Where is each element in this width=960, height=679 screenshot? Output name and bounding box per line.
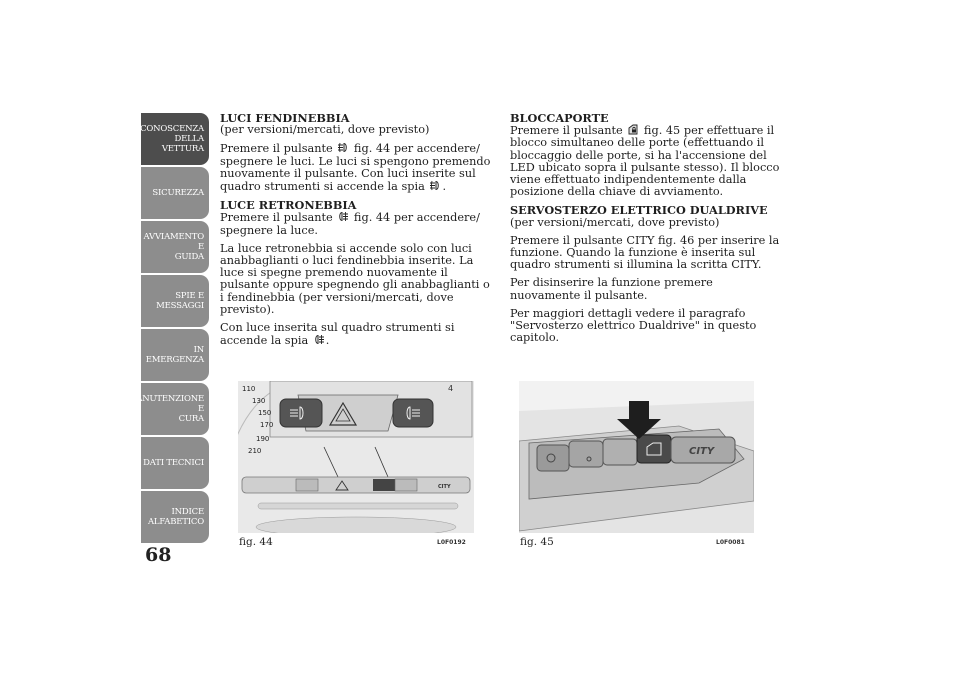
figure-44 xyxy=(238,381,474,533)
tab-label: MANUTENZIONE E CURA xyxy=(127,394,204,424)
tab-label: CONOSCENZA DELLA VETTURA xyxy=(140,124,204,154)
tab-indice[interactable] xyxy=(141,491,209,543)
left-column xyxy=(220,112,492,353)
front-fog-icon xyxy=(337,142,349,153)
fog-lights-heading: LUCI FENDINEBBIA xyxy=(220,111,350,125)
text: Con luce inserita sul quadro strumenti si accende la spia xyxy=(220,321,455,348)
text: Premere il pulsante xyxy=(220,142,333,156)
front-fog-icon xyxy=(429,180,441,191)
dualdrive-paragraph-1: Premere il pulsante CITY fig. 46 per inserire la funzione. Quando la funzione è inserita sul quadro strumenti si illumina la scritta CITY. xyxy=(510,233,780,272)
rear-fog-paragraph xyxy=(220,211,492,236)
console-city-label: CITY xyxy=(438,484,451,490)
speed-label: 150 xyxy=(258,409,272,417)
tab-sicurezza[interactable] xyxy=(141,167,209,219)
text: fig. 45 per effettuare il blocco simultaneo delle porte (effettuando il bloccaggio delle porte, si ha l'accensione del LED ubicato sopra il pulsante stesso). Il blocco viene effettuato indipendentemente dalla posizione della chiave di avviamento. xyxy=(510,124,780,199)
tab-label: IN EMERGENZA xyxy=(145,345,204,365)
figure-44-caption: fig. 44 xyxy=(239,536,273,548)
tab-label: SPIE E MESSAGGI xyxy=(156,291,204,311)
tab-dati-tecnici[interactable] xyxy=(141,437,209,489)
figure-45 xyxy=(519,381,754,533)
tab-label: INDICE ALFABETICO xyxy=(147,507,204,527)
tab-avviamento[interactable] xyxy=(141,221,209,273)
figure-45-code: L0F0081 xyxy=(716,539,745,546)
door-lock-heading: BLOCCAPORTE xyxy=(510,111,609,125)
text: Premere il pulsante xyxy=(510,124,623,138)
dashboard-illustration xyxy=(238,381,474,533)
page-number: 68 xyxy=(145,544,172,566)
speed-label: 210 xyxy=(248,447,262,455)
text: Premere il pulsante xyxy=(220,211,333,225)
text: fig. 44 per accendere/ spegnere la luce. xyxy=(220,211,480,237)
svg-text:4: 4 xyxy=(448,384,454,393)
speed-label: 170 xyxy=(260,421,274,429)
speed-label: 190 xyxy=(256,435,270,443)
dualdrive-paragraph-3: Per maggiori dettagli vedere il paragrafo "Servosterzo elettrico Dualdrive" in questo capitolo. xyxy=(510,306,757,345)
button-panel-illustration xyxy=(519,381,754,533)
dualdrive-paragraph-2: Per disinserire la funzione premere nuovamente il pulsante. xyxy=(510,276,713,302)
speed-label: 130 xyxy=(252,397,266,405)
rear-fog-paragraph-3 xyxy=(220,322,492,347)
door-lock-paragraph xyxy=(510,124,782,198)
rear-fog-heading: LUCE RETRONEBBIA xyxy=(220,198,357,213)
tab-label: DATI TECNICI xyxy=(143,458,204,468)
tab-label: SICUREZZA xyxy=(152,188,204,198)
tab-emergenza[interactable] xyxy=(141,329,209,381)
dualdrive-heading: SERVOSTERZO ELETTRICO DUALDRIVE xyxy=(510,203,768,218)
right-column xyxy=(510,112,782,350)
rear-fog-icon xyxy=(337,211,349,222)
fog-lights-subtitle: (per versioni/mercati, dove previsto) xyxy=(220,123,430,137)
text: . xyxy=(442,180,447,194)
tab-label: AVVIAMENTO E GUIDA xyxy=(143,232,204,262)
fog-lights-paragraph xyxy=(220,142,492,193)
rear-fog-icon xyxy=(313,334,325,345)
figure-44-code: L0F0192 xyxy=(437,539,466,546)
tab-conoscenza[interactable] xyxy=(141,113,209,165)
figure-45-caption: fig. 45 xyxy=(520,536,554,548)
rear-fog-paragraph-2: La luce retronebbia si accende solo con luci anabbaglianti o luci fendinebbia inserite. La luce si spegne premendo nuovamente il pulsante oppure spegnendo gli anabbaglianti o i fendinebbia (per versioni/mercati, dove previsto). xyxy=(220,241,490,316)
text: fig. 44 per accendere/ spegnere le luci. Le luci si spengono premendo nuovamente il pulsante. Con luci inserite sul quadro strumenti si accende la spia xyxy=(220,142,491,194)
dualdrive-subtitle: (per versioni/mercati, dove previsto) xyxy=(510,215,720,229)
text: . xyxy=(325,334,330,348)
tab-spie[interactable] xyxy=(141,275,209,327)
speed-label: 110 xyxy=(242,385,256,393)
tab-manutenzione[interactable] xyxy=(127,383,209,435)
door-lock-icon xyxy=(627,124,639,135)
city-button-label: CITY xyxy=(689,446,715,457)
